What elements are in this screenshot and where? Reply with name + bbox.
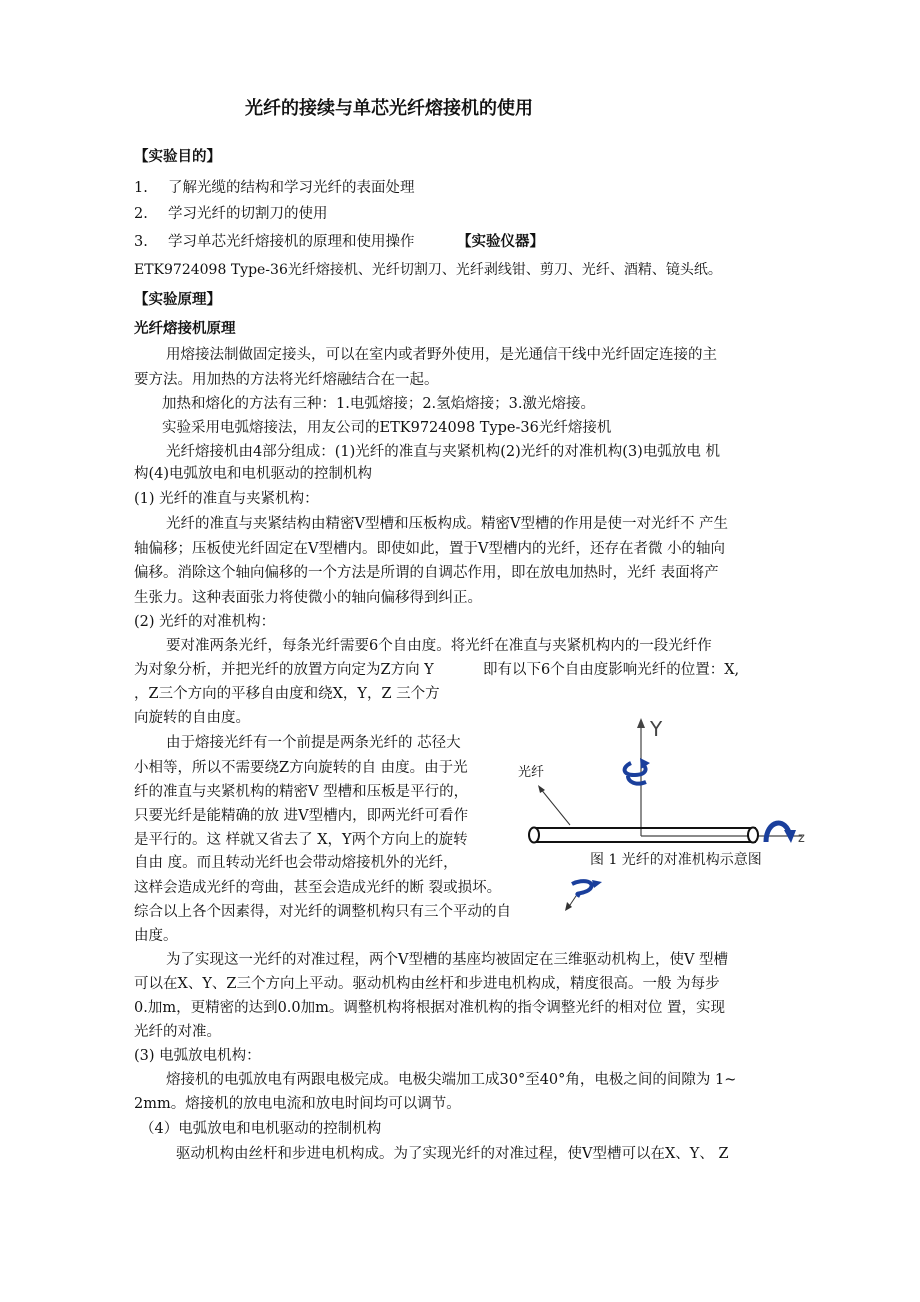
- section-heading-instrument: 【实验仪器】: [457, 234, 544, 250]
- paragraph-line: 驱动机构由丝杆和步进电机构成。为了实现光纤的对准过程，使V型槽可以在X、Y、 Z: [176, 1146, 729, 1162]
- paragraph-line: 可以在X、Y、Z三个方向上平动。驱动机构由丝杆和步进电机构成，精度很高。一般 为每步: [134, 976, 720, 992]
- rotation-x-arrow-icon: [572, 881, 592, 896]
- rotation-x-arrowhead: [592, 880, 602, 888]
- paragraph-line: 2mm。熔接机的放电电流和放电时间均可以调节。: [134, 1096, 461, 1112]
- paragraph-line: 由度。: [134, 928, 178, 944]
- fiber-end-left: [529, 828, 539, 843]
- y-axis-arrowhead: [637, 718, 645, 728]
- paragraph-line: 熔接机的电弧放电有两跟电极完成。电极尖端加工成30°至40°角，电极之间的间隙为 1~: [166, 1072, 737, 1088]
- paragraph-line: 0.加m，更精密的达到0.0加m。调整机构将根据对准机构的指令调整光纤的相对位 置，实现: [134, 1000, 725, 1016]
- list-item-number: 1.: [134, 180, 148, 196]
- paragraph-line: (3) 电弧放电机构：: [134, 1048, 261, 1064]
- paragraph-line: 只要光纤是能精确的放 进V型槽内，即两光纤可看作: [134, 808, 469, 824]
- paragraph-line: (1) 光纤的准直与夹紧机构：: [134, 491, 319, 507]
- z-axis-label: z: [798, 831, 805, 846]
- fiber-pointer-arrowhead: [538, 785, 545, 793]
- list-item-number: 3.: [134, 234, 148, 250]
- paragraph-line: (2) 光纤的对准机构：: [134, 614, 276, 630]
- section-heading-principle: 【实验原理】: [134, 292, 221, 308]
- list-item: 了解光缆的结构和学习光纤的表面处理: [168, 180, 415, 196]
- paragraph-line: 向旋转的自由度。: [134, 710, 250, 726]
- paragraph-line: 纤的准直与夹紧机构的精密V 型槽和压板是平行的，: [134, 784, 469, 800]
- paragraph-line: 这样会造成光纤的弯曲，甚至会造成光纤的断 裂或损坏。: [134, 880, 502, 896]
- paragraph-line: 为了实现这一光纤的对准过程，两个V型槽的基座均被固定在三维驱动机构上，使V 型槽: [166, 952, 729, 968]
- figure-caption: 图 1 光纤的对准机构示意图: [590, 852, 762, 868]
- paragraph-line: 小相等，所以不需要绕Z方向旋转的自 由度。由于光: [134, 760, 468, 776]
- fiber-alignment-figure: [510, 712, 810, 922]
- paragraph-line: 综合以上各个因素得，对光纤的调整机构只有三个平动的自: [134, 904, 511, 920]
- paragraph-line: 由于熔接光纤有一个前提是两条光纤的 芯径大: [166, 735, 461, 751]
- paragraph-line: 光纤熔接机由4部分组成：(1)光纤的准直与夹紧机构(2)光纤的对准机构(3)电弧放电 机: [166, 444, 720, 460]
- sub-heading: 光纤熔接机原理: [134, 321, 236, 337]
- list-item: 学习光纤的切割刀的使用: [168, 206, 328, 222]
- instrument-text: ETK9724098 Type-36光纤熔接机、光纤切割刀、光纤剥线钳、剪刀、光纤、酒精、镜头纸。: [134, 262, 722, 278]
- paragraph-line: 要方法。用加热的方法将光纤熔融结合在一起。: [134, 372, 439, 388]
- fiber-pointer-line: [540, 788, 570, 825]
- paragraph-line: 偏移。消除这个轴向偏移的一个方法是所谓的自调芯作用，即在放电加热时，光纤 表面将产: [134, 565, 719, 581]
- paragraph-line: 要对准两条光纤，每条光纤需要6个自由度。将光纤在准直与夹紧机构内的一段光纤作: [166, 638, 712, 654]
- paragraph-line: 为对象分析，并把光纤的放置方向定为Z方向 Y: [134, 662, 434, 678]
- y-axis-label: Y: [650, 717, 663, 741]
- paragraph-line: 构(4)电弧放电和电机驱动的控制机构: [134, 466, 373, 482]
- paragraph-line: 实验采用电弧熔接法，用友公司的ETK9724098 Type-36光纤熔接机: [162, 420, 612, 436]
- fiber-end-right: [748, 828, 758, 843]
- rotation-y-arrow-icon-lower: [628, 776, 646, 784]
- paragraph-line: （4）电弧放电和电机驱动的控制机构: [140, 1121, 382, 1137]
- list-item: 学习单芯光纤熔接机的原理和使用操作: [168, 234, 415, 250]
- paragraph-line: 光纤的对准。: [134, 1024, 221, 1040]
- section-heading-purpose: 【实验目的】: [134, 149, 221, 165]
- paragraph-line: 轴偏移；压板使光纤固定在V型槽内。即使如此，置于V型槽内的光纤，还存在者微 小的轴向: [134, 541, 726, 557]
- paragraph-line: 即有以下6个自由度影响光纤的位置：X,: [483, 662, 740, 678]
- paragraph-line: 是平行的。这 样就又省去了 X，Y两个方向上的旋转: [134, 832, 468, 848]
- paragraph-line: 用熔接法制做固定接头，可以在室内或者野外使用，是光通信干线中光纤固定连接的主: [166, 347, 717, 363]
- fiber-label: 光纤: [518, 765, 545, 780]
- list-item-number: 2.: [134, 206, 148, 222]
- paragraph-line: 生张力。这种表面张力将使微小的轴向偏移得到纠正。: [134, 590, 482, 606]
- paragraph-line: 自由 度。而且转动光纤也会带动熔接机外的光纤，: [134, 855, 458, 871]
- paragraph-line: 加热和熔化的方法有三种：1.电弧熔接；2.氢焰熔接；3.激光熔接。: [162, 396, 596, 412]
- paragraph-line: 光纤的准直与夹紧结构由精密V型槽和压板构成。精密V型槽的作用是使一对光纤不 产生: [166, 516, 729, 532]
- paragraph-line: ，Z三个方向的平移自由度和绕X，Y，Z 三个方: [134, 686, 440, 702]
- page-title: 光纤的接续与单芯光纤熔接机的使用: [245, 98, 533, 119]
